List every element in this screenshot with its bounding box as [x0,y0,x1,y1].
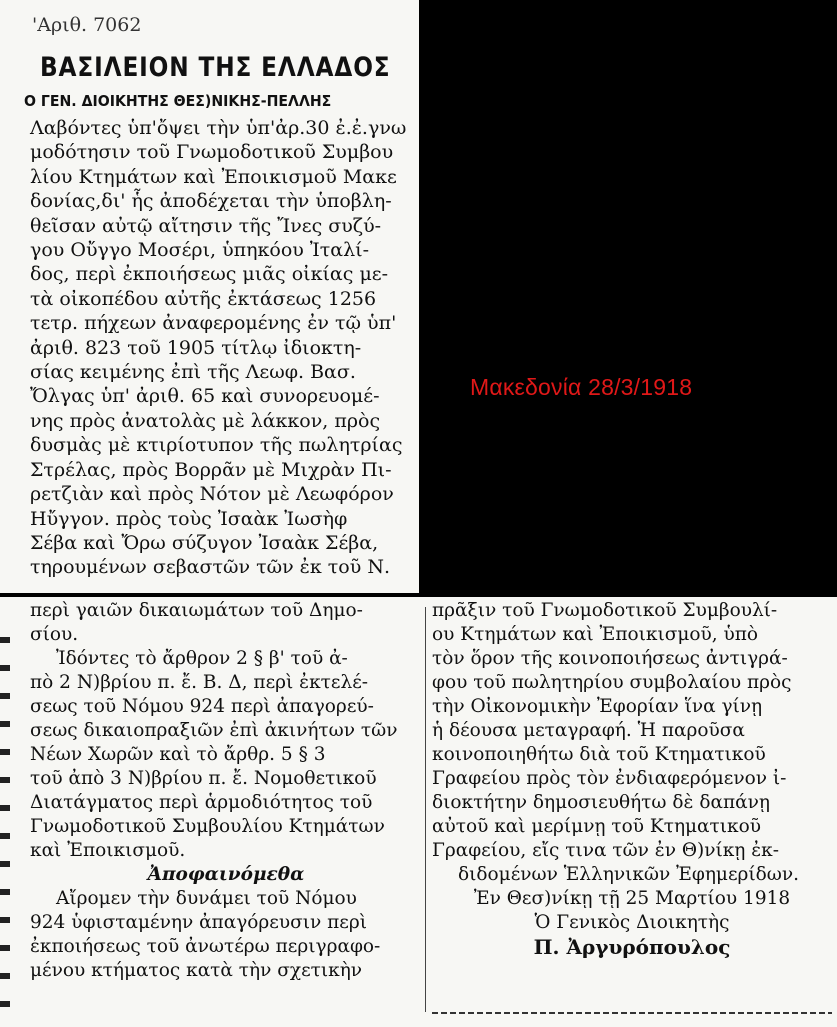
left-column [30,599,422,983]
edge-marks [0,637,10,1017]
text-line: Αἴρομεν τὴν δυνάμει τοῦ Νόμου [56,888,357,909]
text-line: σίας κειμένης ἐπὶ τῆς Λεωφ. Βασ. [30,361,356,384]
text-line: δονίας,δι' ἧς ἀποδέχεται τὴν ὑποβλη- [30,190,392,213]
text-line: τὸν ὅρον τῆς κοινοποιήσεως ἀντιγρά- [432,648,788,669]
top-paragraph [30,116,415,580]
text-line: ἡ δέουσα μεταγραφή. Ἡ παροῦσα [432,720,745,741]
text-line: Στρέλας, πρὸς Βορρᾶν μὲ Μιχρὰν Πι- [30,458,392,481]
text-line: περὶ γαιῶν δικαιωμάτων τοῦ Δημο- [30,600,363,621]
source-caption: Μακεδονία 28/3/1918 [470,374,693,400]
text-line: δος, περὶ ἐκποιήσεως μιᾶς οἰκίας με- [30,263,389,286]
text-line: νης πρὸς ἀνατολὰς μὲ λάκκον, πρὸς [30,409,381,432]
text-line: Νέων Χωρῶν καὶ τὸ ἄρθρ. 5 § 3 [30,744,326,765]
text-line: Γραφείου πρὸς τὸν ἐνδιαφερόμενον ἰ- [432,768,787,789]
text-line: Ὄλγας ὑπ' ἀριθ. 65 καὶ συνορευομέ- [30,385,380,408]
bottom-rule [432,1012,832,1014]
text-line: τὴν Οἰκονομικὴν Ἐφορίαν ἵνα γίνῃ [432,696,763,717]
text-line: Ἰδόντες τὸ ἄρθρον 2 § β' τοῦ ἀ- [56,648,348,669]
text-line: τηρουμένων σεβαστῶν τῶν ἐκ τοῦ Ν. [30,556,390,579]
text-line: διοκτήτην δημοσιευθήτω δὲ δαπάνῃ [432,792,770,813]
text-line: σίου. [30,624,79,645]
text-line: μοδότησιν τοῦ Γνωμοδοτικοῦ Συμβου [30,141,394,164]
signatory-title: Ὁ Γενικὸς Διοικητὴς [534,912,730,933]
text-line: Γνωμοδοτικοῦ Συμβουλίου Κτημάτων [30,816,385,837]
text-line: πὸ 2 Ν)βρίου π. ἔ. Β. Δ, περὶ ἐκτελέ- [30,672,369,693]
text-line: 924 ὑφισταμένην ἀπαγόρευσιν περὶ [30,912,367,933]
text-line: φου τοῦ πωλητηρίου συμβολαίου πρὸς [432,672,792,693]
text-line: Λαβόντες ὑπ'ὄψει τὴν ὑπ'ἀρ.30 ἐ.ἐ.γνω [30,117,407,139]
text-line: κοινοποιηθήτω διὰ τοῦ Κτηματικοῦ [432,744,766,765]
top-clipping [0,0,419,593]
text-line: τετρ. πήχεων ἀναφερομένης ἐν τῷ ὑπ' [30,312,397,335]
text-line: τὰ οἰκοπέδου αὐτῆς ἐκτάσεως 1256 [30,287,377,310]
text-line: τοῦ ἀπὸ 3 Ν)βρίου π. ἔ. Νομοθετικοῦ [30,768,377,789]
text-line: ἀριθ. 823 τοῦ 1905 τίτλῳ ἰδιοκτη- [30,336,362,359]
text-line: σεως δικαιοπραξιῶν ἐπὶ ἀκινήτων τῶν [30,720,398,741]
text-line: ἐκποιήσεως τοῦ ἀνωτέρω περιγραφο- [30,936,381,957]
text-line: Σέβα καὶ Ὄρω σύζυγον Ἰσαὰκ Σέβα, [30,531,379,554]
subheading: Ο ΓΕΝ. ΔΙΟΙΚΗΤΗΣ ΘΕΣ)ΝΙΚΗΣ-ΠΕΛΛΗΣ [24,92,332,110]
text-line: Γραφείου, εἴς τινα τῶν ἐν Θ)νίκῃ ἐκ- [432,840,779,861]
headline: ΒΑΣΙΛΕΙΟΝ ΤΗΣ ΕΛΛΑΔΟΣ [40,52,391,83]
bottom-clipping [0,597,837,1027]
date-line: Ἐν Θεσ)νίκῃ τῇ 25 Μαρτίου 1918 [473,888,791,909]
text-line: ρετζιὰν καὶ πρὸς Νότον μὲ Λεωφόρον [30,483,394,506]
text-line: δυσμὰς μὲ κτιρίοτυπον τῆς πωλητρίας [30,434,403,457]
column-divider [425,607,426,1012]
signature-name: Π. Ἀργυρόπουλος [533,935,731,959]
text-line: γου Οὔγγο Μοσέρι, ὑπηκόου Ἰταλί- [30,239,370,262]
right-column [432,599,832,959]
text-line: καὶ Ἐποικισμοῦ. [30,840,186,861]
text-line: αὐτοῦ καὶ μερίμνῃ τοῦ Κτηματικοῦ [432,816,761,837]
section-heading: Ἀποφαινόμεθα [147,864,305,885]
text-line: σεως τοῦ Νόμου 924 περὶ ἀπαγορεύ- [30,696,374,717]
text-line: μένου κτήματος κατὰ τὴν σχετικὴν [30,960,363,981]
announcement-number: 'Αριθ. 7062 [32,14,142,36]
text-line: Ηὔγγον. πρὸς τοὺς Ἰσαὰκ Ἰωσὴφ [30,507,348,530]
text-line: λίου Κτημάτων καὶ Ἐποικισμοῦ Μακε [30,165,397,188]
text-line: διδομένων Ἑλληνικῶν Ἐφημερίδων. [458,864,800,885]
text-line: θεῖσαν αὐτῷ αἴτησιν τῆς Ἴνες συζύ- [30,214,382,237]
text-line: πρᾶξιν τοῦ Γνωμοδοτικοῦ Συμβουλί- [432,600,778,621]
text-line: ου Κτημάτων καὶ Ἐποικισμοῦ, ὑπὸ [432,624,759,645]
text-line: Διατάγματος περὶ ἁρμοδιότητος τοῦ [30,792,373,813]
